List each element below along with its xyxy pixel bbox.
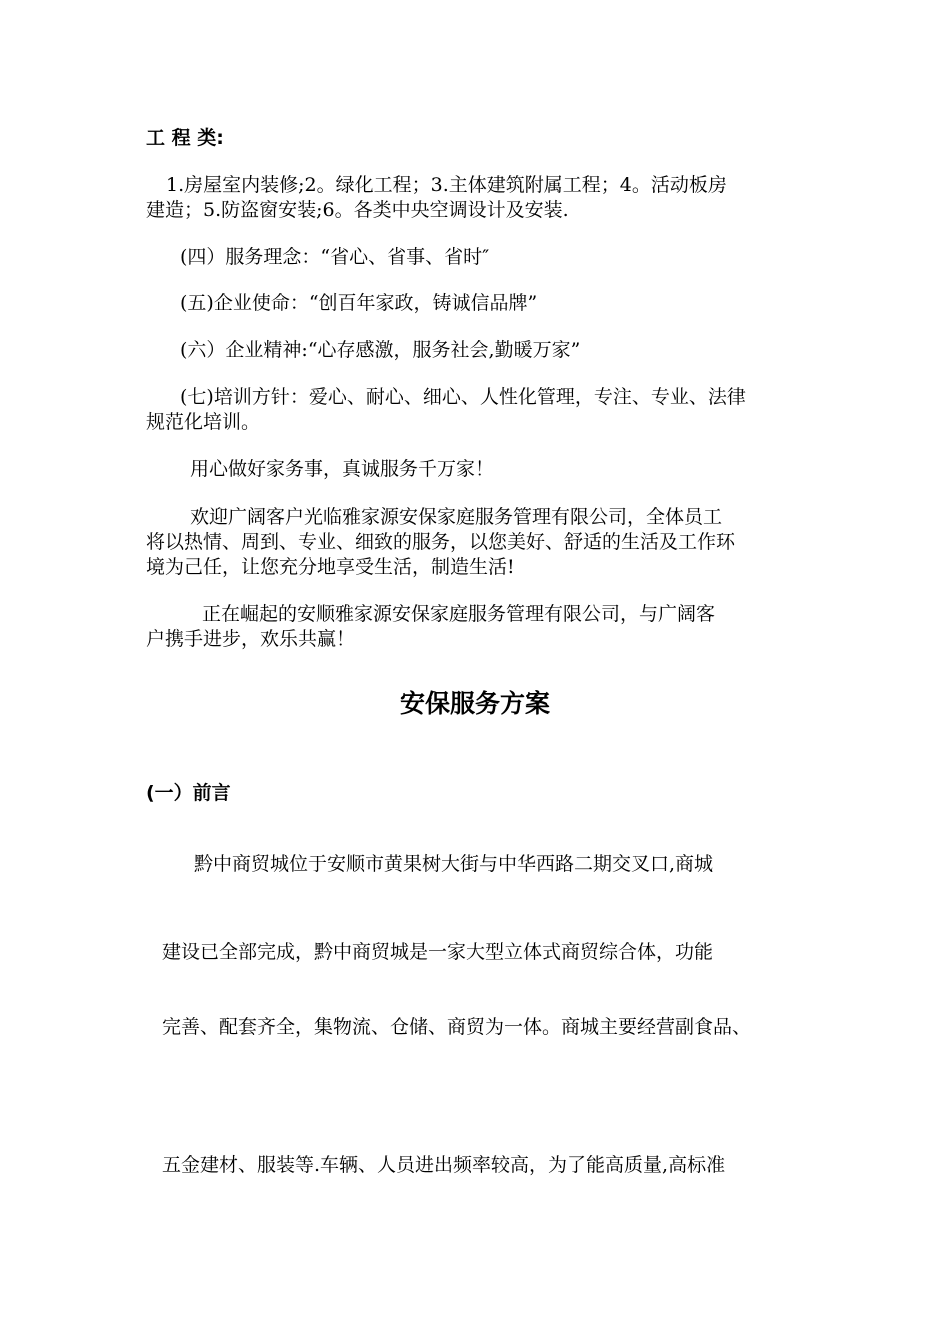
- training-line2: 规范化培训。: [146, 411, 261, 433]
- enterprise-mission: (五)企业使命：“创百年家政，铸诚信品牌”: [180, 292, 538, 314]
- engineering-items-line1: 1.房屋室内装修;2。绿化工程；3.主体建筑附属工程；4。活动板房: [166, 174, 727, 196]
- preface-line1: 黔中商贸城位于安顺市黄果树大街与中华西路二期交叉口,商城: [194, 853, 714, 875]
- welcome-line2: 将以热情、周到、专业、细致的服务，以您美好、舒适的生活及工作环: [146, 531, 736, 553]
- enterprise-spirit: (六）企业精神:“心存感激，服务社会,勤暖万家”: [180, 339, 581, 361]
- training-line1: (七)培训方针：爱心、耐心、细心、人性化管理，专注、专业、法律: [180, 386, 746, 408]
- preface-heading: (一）前言: [146, 782, 231, 804]
- preface-line4: 五金建材、服装等.车辆、人员进出频率较高，为了能高质量,高标准: [162, 1154, 726, 1176]
- document-title: 安保服务方案: [399, 689, 550, 718]
- preface-line3: 完善、配套齐全，集物流、仓储、商贸为一体。商城主要经营副食品、: [162, 1016, 752, 1038]
- welcome-line1: 欢迎广阔客户光临雅家源安保家庭服务管理有限公司，全体员工: [190, 506, 723, 528]
- rising-line1: 正在崛起的安顺雅家源安保家庭服务管理有限公司，与广阔客: [202, 603, 716, 625]
- engineering-items-line2: 建造；5.防盗窗安装;6。各类中央空调设计及安装.: [146, 199, 569, 221]
- preface-line2: 建设已全部完成，黔中商贸城是一家大型立体式商贸综合体，功能: [162, 941, 714, 963]
- service-concept: (四）服务理念：“省心、省事、省时″: [180, 246, 490, 268]
- motto: 用心做好家务事，真诚服务千万家！: [190, 458, 495, 480]
- engineering-heading: 工 程 类:: [146, 127, 224, 149]
- welcome-line3: 境为己任，让您充分地享受生活，制造生活!: [146, 556, 515, 578]
- rising-line2: 户携手进步，欢乐共赢！: [146, 628, 356, 650]
